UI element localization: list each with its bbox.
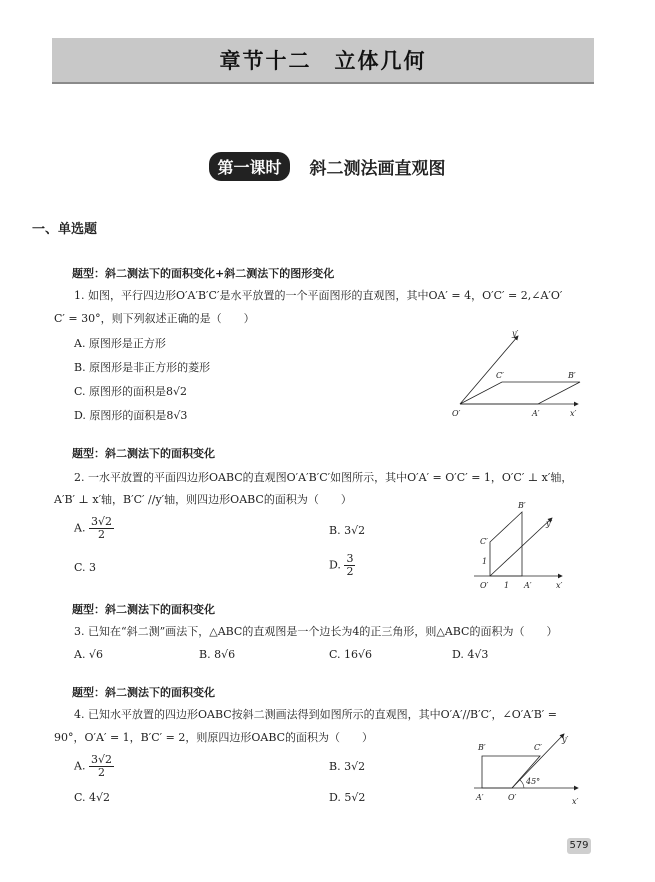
- q3-stem-line1: 3. 已知在“斜二测”画法下，△ABC的直观图是一个边长为4的正三角形，则△ABC的面积为（ ）: [74, 625, 558, 638]
- q1-stem-line2: C′ = 30°，则下列叙述正确的是（ ）: [54, 312, 255, 325]
- q2-label-c: C′: [480, 537, 488, 546]
- q1-label-b: B′: [568, 371, 576, 380]
- q4-option-a-num: 3√2: [90, 753, 112, 766]
- q1-option-c: C. 原图形的面积是8√2: [74, 385, 188, 398]
- q4-stem-line2: 90°，O′A′ = 1，B′C′ = 2，则原四边形OABC的面积为（ ）: [54, 731, 374, 744]
- q4-type: 题型：斜二测法下的面积变化: [72, 686, 215, 699]
- q4-label-c: C′: [534, 743, 542, 752]
- q4-label-a: A′: [476, 793, 484, 802]
- q3-option-c: C. 16√6: [329, 648, 373, 661]
- q2-figure: [466, 498, 576, 594]
- q4-angle-arc: [520, 780, 524, 788]
- q2-label-b: B′: [518, 501, 526, 510]
- q1-type: 题型：斜二测法下的面积变化+斜二测法下的图形变化: [72, 267, 335, 280]
- q1-figure: [450, 322, 585, 424]
- q2-option-d-num: 3: [346, 552, 354, 565]
- q1-stem-line1: 1. 如图，平行四边形O′A′B′C′是水平放置的一个平面图形的直观图，其中OA′ = 4，O′C′ = 2,∠A′O′: [74, 289, 563, 302]
- q1-label-o: O′: [452, 409, 461, 418]
- q2-option-a-prefix: A.: [74, 521, 86, 535]
- q2-label-one-bottom: 1: [504, 581, 510, 590]
- q4-label-x: x′: [572, 797, 579, 806]
- q1-label-y: y′: [512, 329, 519, 338]
- q2-option-c: C. 3: [74, 561, 97, 574]
- q3-option-a: A. √6: [74, 648, 103, 661]
- q4-label-angle: 45°: [526, 777, 541, 786]
- q4-option-a-den: 2: [97, 766, 105, 779]
- lesson-title: 斜二测法画直观图: [309, 159, 446, 179]
- section-heading: 一、单选题: [32, 222, 98, 237]
- lesson-badge: 第一课时: [209, 152, 289, 181]
- q4-option-d: D. 5√2: [329, 791, 366, 804]
- q2-label-y: y′: [546, 519, 553, 528]
- q3-option-d: D. 4√3: [452, 648, 489, 661]
- q1-y-axis: [460, 336, 518, 404]
- q2-y-axis: [490, 518, 552, 576]
- q2-option-a-num: 3√2: [90, 515, 112, 528]
- q4-figure: [470, 728, 585, 810]
- q2-option-d-fraction: [344, 553, 355, 578]
- q2-option-b: B. 3√2: [329, 524, 366, 537]
- q2-option-a-den: 2: [97, 528, 105, 541]
- page-number: 579: [567, 838, 591, 854]
- q3-type: 题型：斜二测法下的面积变化: [72, 603, 215, 616]
- q1-option-d: D. 原图形的面积是8√3: [74, 409, 188, 422]
- q1-label-a: A′: [532, 409, 540, 418]
- q2-stem-line1: 2. 一水平放置的平面四边形OABC的直观图O′A′B′C′如图所示，其中O′A′ = O′C′ = 1，O′C′ ⊥ x′轴，: [74, 471, 573, 484]
- q1-label-c: C′: [496, 371, 504, 380]
- q2-label-x: x′: [556, 581, 563, 590]
- q2-label-a: A′: [524, 581, 532, 590]
- q2-quadrilateral: [490, 512, 522, 576]
- chapter-title: 章节十二 立体几何: [219, 49, 427, 73]
- q4-label-y: y′: [562, 735, 569, 744]
- q2-option-d-prefix: D.: [329, 558, 341, 572]
- chapter-header-bar: [52, 38, 594, 84]
- q4-label-o: O′: [508, 793, 517, 802]
- q2-option-a-fraction: [89, 516, 114, 541]
- q4-option-c: C. 4√2: [74, 791, 111, 804]
- q1-parallelogram: [460, 382, 580, 404]
- q2-stem-line2: A′B′ ⊥ x′轴，B′C′ //y′轴，则四边形OABC的面积为（ ）: [54, 493, 352, 506]
- q1-option-a: A. 原图形是正方形: [74, 337, 166, 350]
- q1-option-b: B. 原图形是非正方形的菱形: [74, 361, 211, 374]
- q4-stem-line1: 4. 已知水平放置的四边形OABC按斜二测画法得到如图所示的直观图，其中O′A′//B′C′，∠O′A′B′ =: [74, 708, 557, 721]
- q1-label-x: x′: [570, 409, 577, 418]
- q4-option-a-prefix: A.: [74, 759, 86, 773]
- q2-type: 题型：斜二测法下的面积变化: [72, 447, 215, 460]
- q4-option-a-fraction: [89, 754, 114, 779]
- q2-option-d: [329, 553, 355, 578]
- q4-option-b: B. 3√2: [329, 760, 366, 773]
- q2-option-d-den: 2: [346, 565, 354, 578]
- q4-option-a: [74, 754, 114, 779]
- q2-label-one-left: 1: [482, 557, 488, 566]
- q4-label-b: B′: [478, 743, 486, 752]
- q2-label-o: O′: [480, 581, 489, 590]
- q2-option-a: [74, 516, 114, 541]
- lesson-heading: [0, 152, 655, 181]
- q3-option-b: B. 8√6: [199, 648, 236, 661]
